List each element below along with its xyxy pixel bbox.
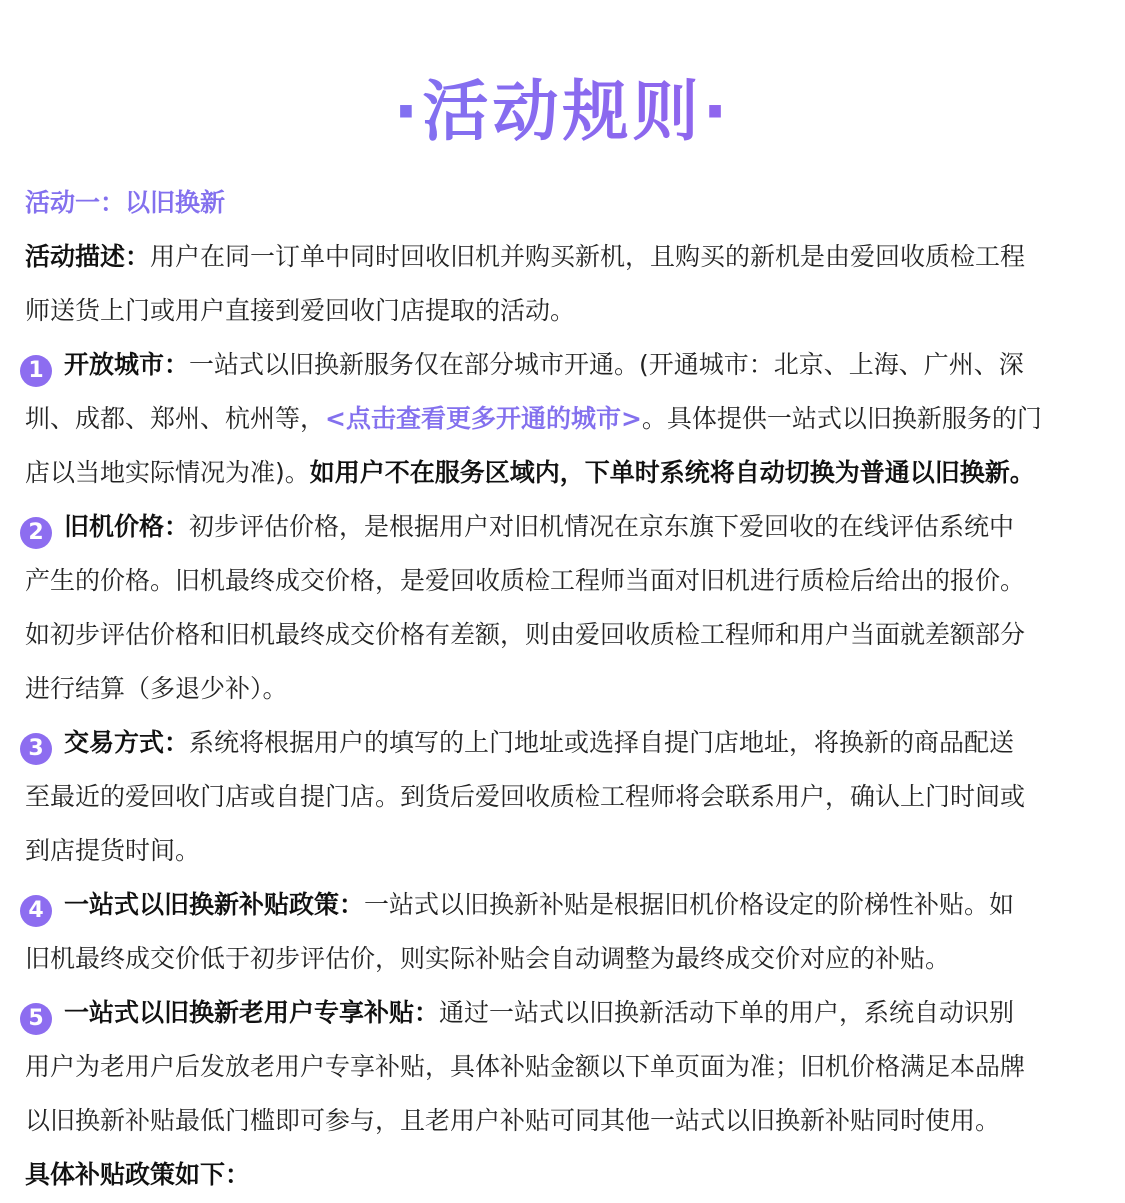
- rule-label-4: 一站式以旧换新补贴政策：: [64, 890, 365, 919]
- rule-label-5: 一站式以旧换新老用户专享补贴：: [64, 998, 440, 1027]
- rule-item-4-line-2: 旧机最终成交价低于初步评估价，则实际补贴会自动调整为最终成交价对应的补贴。: [25, 944, 951, 973]
- rule-item-2-line-4: 进行结算（多退少补）。: [25, 674, 288, 703]
- rule-item-1: [25, 338, 1105, 392]
- rule-item-2: [25, 500, 1105, 554]
- rule-item-3-line-2: 至最近的爱回收门店或自提门店。到货后爱回收质检工程师将会联系用户，确认上门时间或: [25, 782, 1026, 811]
- rule-text-2-1: 初步评估价格，是根据用户对旧机情况在京东旗下爱回收的在线评估系统中: [189, 512, 1015, 541]
- rule-text-1-2a: 圳、成都、郑州、杭州等，: [25, 404, 326, 433]
- number-badge-2: 2: [20, 517, 52, 549]
- number-badge-3: 3: [20, 733, 52, 765]
- rule-text-3-1: 系统将根据用户的填写的上门地址或选择自提门店地址，将换新的商品配送: [189, 728, 1015, 757]
- rule-text-5-1: 通过一站式以旧换新活动下单的用户，系统自动识别: [439, 998, 1015, 1027]
- rule-text-1-1: 一站式以旧换新服务仅在部分城市开通。(开通城市：北京、上海、广州、深: [189, 350, 1024, 379]
- rule-text-1-2b: 。具体提供一站式以旧换新服务的门: [641, 404, 1042, 433]
- rule-item-1-line-2: [25, 392, 1105, 446]
- rule-item-2-line-2: 产生的价格。旧机最终成交价格，是爱回收质检工程师当面对旧机进行质检后给出的报价。: [25, 566, 1026, 595]
- subsidy-policy-heading: 具体补贴政策如下：: [25, 1160, 251, 1189]
- rule-text-1-3b: 如用户不在服务区域内，下单时系统将自动切换为普通以旧换新。: [309, 458, 1035, 487]
- rule-item-5-line-2: 用户为老用户后发放老用户专享补贴，具体补贴金额以下单页面为准；旧机价格满足本品牌: [25, 1052, 1026, 1081]
- description-label: 活动描述：: [25, 242, 151, 271]
- number-badge-4: 4: [20, 895, 52, 927]
- rule-label-3: 交易方式：: [64, 728, 190, 757]
- number-badge-5: 5: [20, 1003, 52, 1035]
- number-badge-1: 1: [20, 355, 52, 387]
- rule-text-4-1: 一站式以旧换新补贴是根据旧机价格设定的阶梯性补贴。如: [364, 890, 1015, 919]
- rule-label-2: 旧机价格：: [64, 512, 190, 541]
- rule-item-3-line-3: 到店提货时间。: [25, 836, 201, 865]
- activity-title: 活动一：以旧换新: [25, 188, 226, 217]
- rule-item-5-line-3: 以旧换新补贴最低门槛即可参与，且老用户补贴可同其他一站式以旧换新补贴同时使用。: [25, 1106, 1001, 1135]
- rule-item-3: [25, 716, 1105, 770]
- more-cities-link[interactable]: <点击查看更多开通的城市>: [325, 404, 642, 433]
- rule-item-1-line-3: [25, 446, 1105, 500]
- rule-item-4: [25, 878, 1105, 932]
- page-title: ·活动规则·: [0, 70, 1125, 154]
- rule-item-2-line-3: 如初步评估价格和旧机最终成交价格有差额，则由爱回收质检工程师和用户当面就差额部分: [25, 620, 1026, 649]
- description-text-1: 用户在同一订单中同时回收旧机并购买新机，且购买的新机是由爱回收质检工程: [150, 242, 1026, 271]
- description-line-1: [25, 230, 1105, 284]
- rules-content: [25, 176, 1105, 1202]
- rule-item-5: [25, 986, 1105, 1040]
- rule-label-1: 开放城市：: [64, 350, 190, 379]
- rule-text-1-3a: 店以当地实际情况为准)。: [25, 458, 310, 487]
- description-line-2: 师送货上门或用户直接到爱回收门店提取的活动。: [25, 296, 576, 325]
